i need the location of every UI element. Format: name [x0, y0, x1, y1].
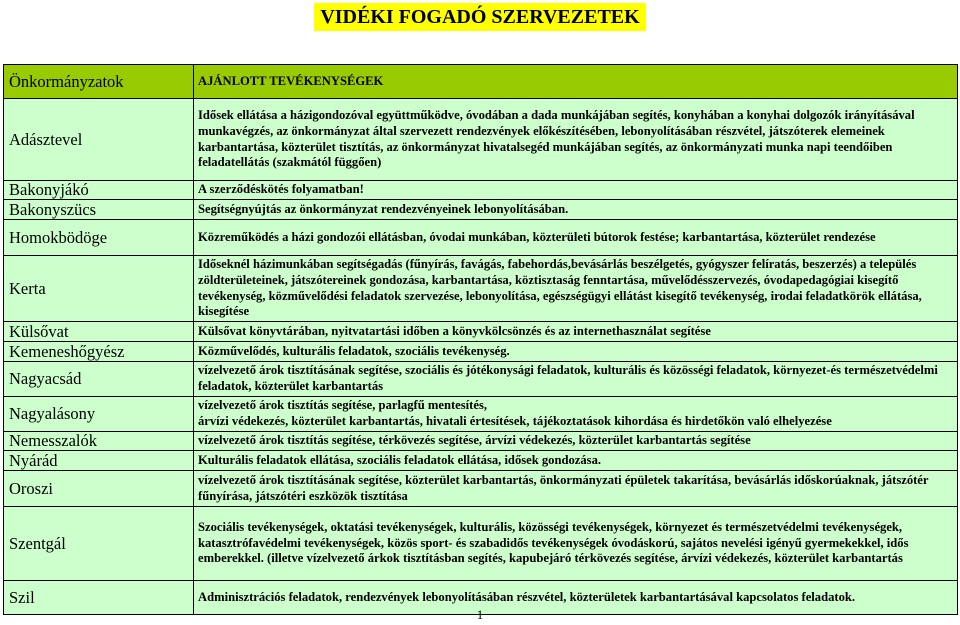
table-row — [4, 342, 958, 362]
activity-text: Idősek ellátása a házigondozóval együttműködve, óvodában a dada munkájában segítés, konyhában a konyhai dolgozók irányításával munkavégzés, az önkormányzat által szervezett rendezvények előkészítésében, lebonyolításában részvétel, játszóterek elemeinek karbantartása, közterület tisztítás, az önkormányzat hivatalsegéd munkájában segítés, az önkormányzati munka napi teendőiben feladatellátás (szakmától függően) — [194, 99, 958, 181]
municipality-name: Bakonyjákó — [4, 181, 194, 200]
page-title: VIDÉKI FOGADÓ SZERVEZETEK — [314, 3, 645, 31]
activity-text: Közreműködés a házi gondozói ellátásban, óvodai munkában, közterületi bútorok festése; karbantartása, közterület rendezése — [194, 220, 958, 256]
header-municipalities: Önkormányzatok — [4, 65, 194, 99]
municipality-name: Homokbödöge — [4, 220, 194, 256]
municipality-name: Szil — [4, 581, 194, 615]
organizations-table — [3, 64, 958, 615]
table-row — [4, 256, 958, 322]
activity-text: Segítségnyújtás az önkormányzat rendezvényeinek lebonyolításában. — [194, 200, 958, 220]
municipality-name: Adásztevel — [4, 99, 194, 181]
municipality-name: Nemesszalók — [4, 432, 194, 451]
activity-text: Szociális tevékenységek, oktatási tevékenységek, kulturális, közösségi tevékenységek, környezet és természetvédelmi tevékenységek, katasztrófavédelmi tevékenységek, közös sport- és szabadidős tevékenységek óvodáskorú, sajátos nevelési igényű gyermekekkel, idős emberekkel. (illetve vízelvezető árkok tisztításban segítés, kapubejáró térkövezés segítése, árvízi védekezés, közterület karbantartás — [194, 507, 958, 581]
activity-text: Külsővat könyvtárában, nyitvatartási időben a könyvkölcsönzés és az internethasználat segítése — [194, 322, 958, 342]
activity-text: vízelvezető árok tisztításának segítése, közterület karbantartás, önkormányzati épületek takarítása, bevásárlás időskorúaknak, játszótér fűnyírása, játszótéri eszközök tisztítása — [194, 471, 958, 507]
table-row — [4, 181, 958, 200]
table-row — [4, 471, 958, 507]
municipality-name: Nagyalásony — [4, 397, 194, 432]
activity-text: Adminisztrációs feladatok, rendezvények lebonyolításában részvétel, közterületek karbantartásával kapcsolatos feladatok. — [194, 581, 958, 615]
municipality-name: Külsővat — [4, 322, 194, 342]
table-row — [4, 432, 958, 451]
activity-text: A szerződéskötés folyamatban! — [194, 181, 958, 200]
activity-text: Közművelődés, kulturális feladatok, szociális tevékenység. — [194, 342, 958, 362]
activity-text: vízelvezető árok tisztításának segítése, szociális és jótékonysági feladatok, kulturális és közösségi feladatok, környezet-és természetvédelmi feladatok, közterület karbantartás — [194, 362, 958, 397]
municipality-name: Kemeneshőgyész — [4, 342, 194, 362]
table-row — [4, 200, 958, 220]
activity-text: vízelvezető árok tisztítás segítése, parlagfű mentesítés, árvízi védekezés, közterület karbantartás, hivatali értesítések, tájékoztatások kihordása és hirdetőkön való elhelyezése — [194, 397, 958, 432]
table-row — [4, 451, 958, 471]
activity-text: Időseknél házimunkában segítségadás (fűnyírás, favágás, fabehordás,bevásárlás beszélgetés, gyógyszer felíratás, beszerzés) a település zöldterületeinek, játszótereinek gondozása, karbantartása, köztisztaság fenntartása, művelődésszervezés, óvodapedagógiai kisegítő tevékenység, közművelődési feladatok szervezése, lebonyolítása, egészségügyi ellátást kisegítő tevékenység, irodai feladatkörök ellátása, kisegítése — [194, 256, 958, 322]
table-row — [4, 507, 958, 581]
municipality-name: Nyárád — [4, 451, 194, 471]
activity-text: vízelvezető árok tisztítás segítése, térkövezés segítése, árvízi védekezés, közterület karbantartás segítése — [194, 432, 958, 451]
table-row — [4, 397, 958, 432]
table-header-row — [4, 65, 958, 99]
title-wrap — [0, 3, 960, 31]
table-row — [4, 362, 958, 397]
header-activities: AJÁNLOTT TEVÉKENYSÉGEK — [194, 65, 958, 99]
municipality-name: Nagyacsád — [4, 362, 194, 397]
table-row — [4, 99, 958, 181]
municipality-name: Szentgál — [4, 507, 194, 581]
activity-text: Kulturális feladatok ellátása, szociális feladatok ellátása, idősek gondozása. — [194, 451, 958, 471]
page-number: 1 — [476, 607, 484, 622]
municipality-name: Bakonyszücs — [4, 200, 194, 220]
municipality-name: Oroszi — [4, 471, 194, 507]
table-row — [4, 322, 958, 342]
municipality-name: Kerta — [4, 256, 194, 322]
table-row — [4, 220, 958, 256]
